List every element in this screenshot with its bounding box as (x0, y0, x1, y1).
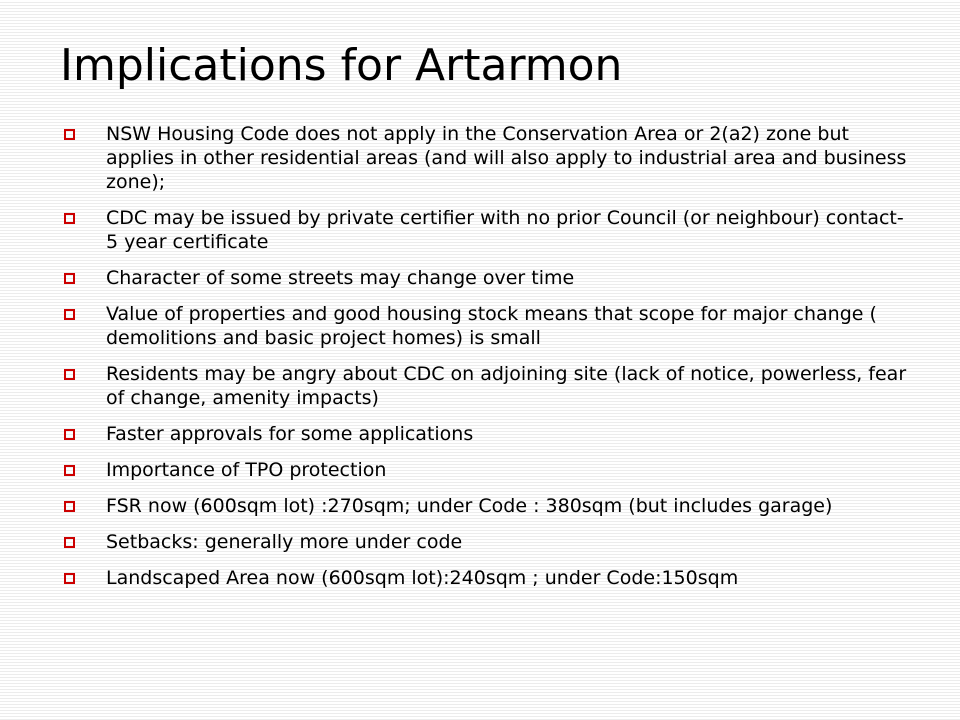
bullet-item (60, 362, 910, 410)
square-bullet-icon (64, 429, 75, 440)
square-bullet-icon (64, 309, 75, 320)
square-bullet-icon (64, 213, 75, 224)
bullet-text: Importance of TPO protection (106, 459, 387, 481)
bullet-item (60, 494, 910, 518)
bullet-item (60, 206, 910, 254)
bullet-item (60, 302, 910, 350)
square-bullet-icon (64, 369, 75, 380)
bullet-item (60, 122, 910, 194)
slide-title: Implications for Artarmon (60, 40, 623, 91)
bullet-text: Landscaped Area now (600sqm lot):240sqm ; under Code:150sqm (106, 567, 739, 589)
bullet-item (60, 566, 910, 590)
bullet-item (60, 458, 910, 482)
bullet-text: FSR now (600sqm lot) :270sqm; under Code : 380sqm (but includes garage) (106, 495, 833, 517)
bullet-item (60, 266, 910, 290)
bullet-text: Character of some streets may change over time (106, 267, 575, 289)
bullet-text: NSW Housing Code does not apply in the Conservation Area or 2(a2) zone but applies in other residential areas (and will also apply to industrial area and business zone); (106, 123, 907, 193)
square-bullet-icon (64, 573, 75, 584)
bullet-text: Faster approvals for some applications (106, 423, 474, 445)
bullet-text: Value of properties and good housing stock means that scope for major change ( demolitions and basic project homes) is small (106, 303, 877, 349)
bullet-text: Residents may be angry about CDC on adjoining site (lack of notice, powerless, fear of change, amenity impacts) (106, 363, 907, 409)
bullet-list (60, 122, 910, 602)
bullet-item (60, 530, 910, 554)
bullet-text: Setbacks: generally more under code (106, 531, 463, 553)
bullet-text: CDC may be issued by private certifier with no prior Council (or neighbour) contact- 5 year certificate (106, 207, 904, 253)
square-bullet-icon (64, 465, 75, 476)
square-bullet-icon (64, 537, 75, 548)
square-bullet-icon (64, 501, 75, 512)
square-bullet-icon (64, 273, 75, 284)
bullet-item (60, 422, 910, 446)
square-bullet-icon (64, 129, 75, 140)
